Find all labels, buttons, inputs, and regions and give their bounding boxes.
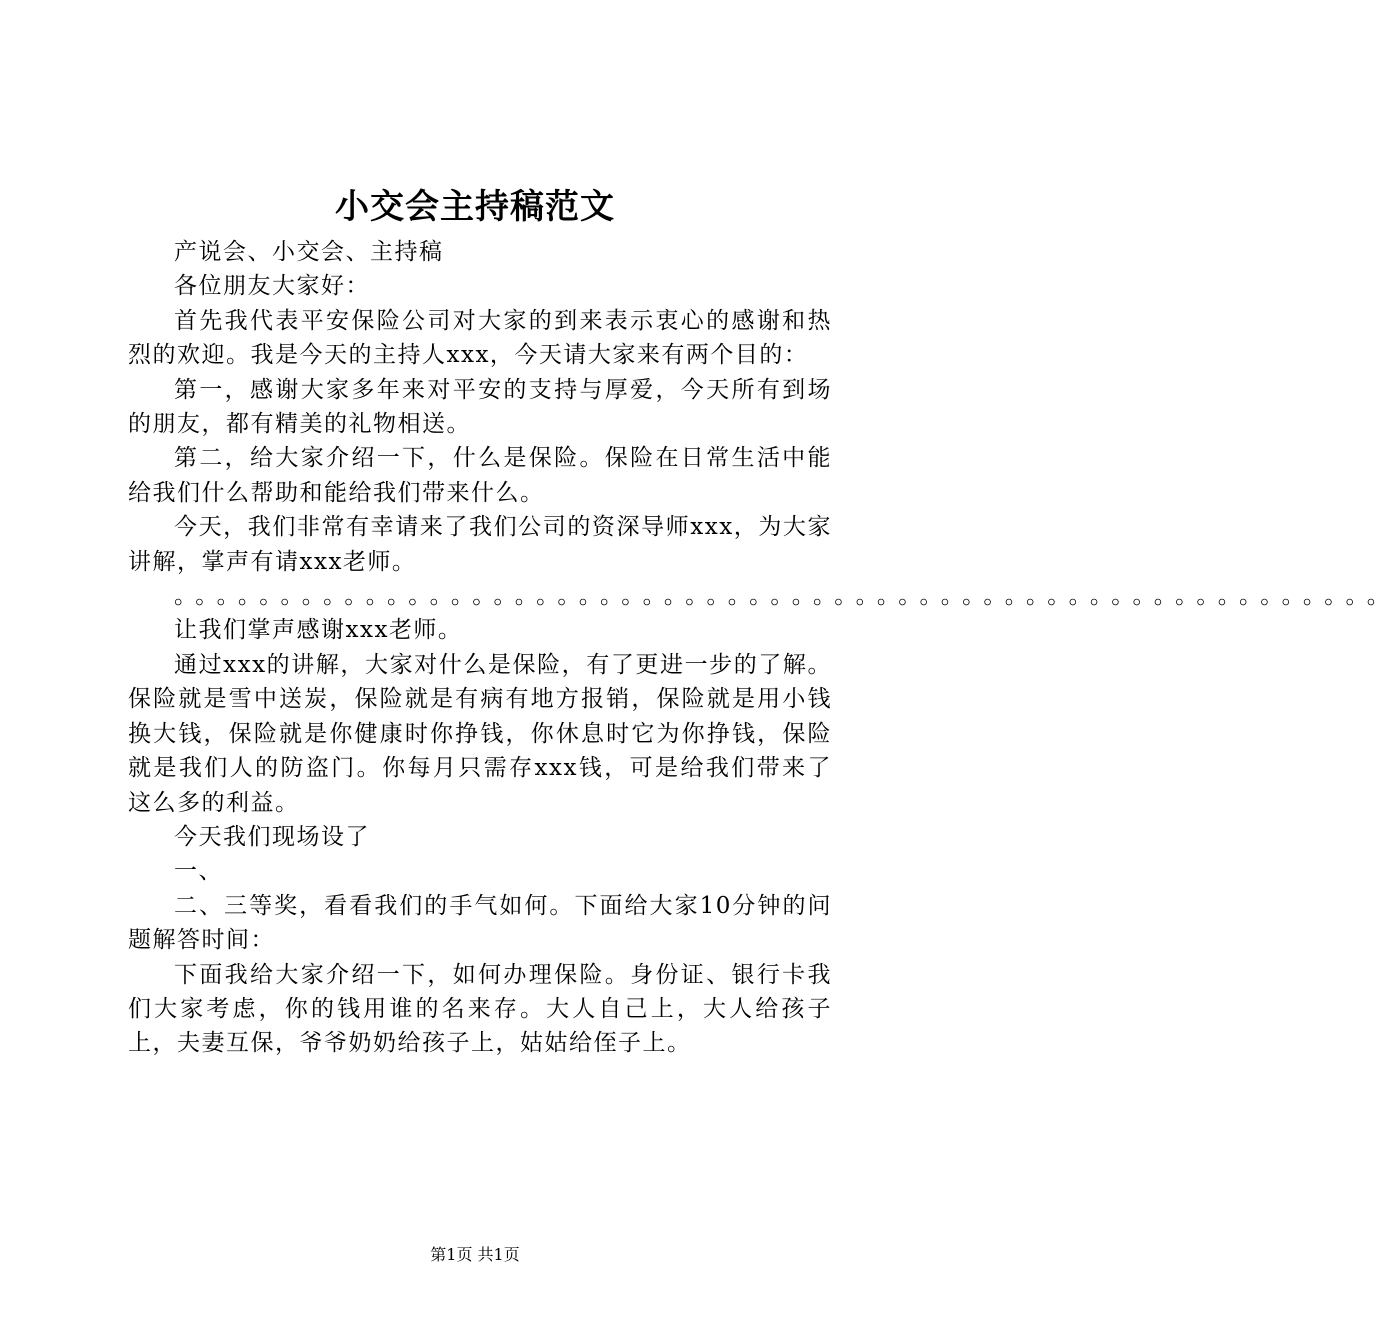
- document-body: [128, 235, 1400, 1061]
- paragraph-ellipsis: 。。。。。。。。。。。。。。。。。。。。。。。。。。。。。。。。。。。。。。。。。。。。。。。。。。。。。。。。。: [174, 583, 1400, 610]
- paragraph-qa: 二、三等奖，看看我们的手气如何。下面给大家10分钟的问题解答时间：: [128, 892, 832, 954]
- page-footer: 第1页 共1页: [430, 1245, 520, 1264]
- document-title: 小交会主持稿范文: [335, 187, 615, 227]
- paragraph-first-purpose: 第一，感谢大家多年来对平安的支持与厚爱，今天所有到场的朋友，都有精美的礼物相送。: [128, 376, 832, 438]
- paragraph-speaker-intro: 今天，我们非常有幸请来了我们公司的资深导师xxx，为大家讲解，掌声有请xxx老师。: [128, 514, 832, 575]
- paragraph-summary: 通过xxx的讲解，大家对什么是保险，有了更进一步的了解。保险就是雪中送炭，保险就是有病有地方报销，保险就是用小钱换大钱，保险就是你健康时你挣钱，你休息时它为你挣钱，保险就是我们人的防盗门。你每月只需存xxx钱，可是给我们带来了这么多的利益。: [128, 651, 832, 816]
- paragraph-greeting: 各位朋友大家好：: [174, 273, 370, 300]
- paragraph-prizes-intro: 今天我们现场设了: [174, 823, 370, 850]
- paragraph-first-prize: 一、: [174, 858, 223, 885]
- paragraph-keywords: 产说会、小交会、主持稿: [174, 239, 444, 265]
- paragraph-procedure: 下面我给大家介绍一下，如何办理保险。身份证、银行卡我们大家考虑，你的钱用谁的名来存。大人自己上，大人给孩子上，夫妻互保，爷爷奶奶给孩子上，姑姑给侄子上。: [128, 961, 832, 1057]
- paragraph-intro: 首先我代表平安保险公司对大家的到来表示衷心的感谢和热烈的欢迎。我是今天的主持人xxx，今天请大家来有两个目的：: [128, 307, 832, 369]
- paragraph-thanks: 让我们掌声感谢xxx老师。: [174, 617, 463, 644]
- paragraph-second-purpose: 第二，给大家介绍一下，什么是保险。保险在日常生活中能给我们什么帮助和能给我们带来什么。: [128, 445, 832, 506]
